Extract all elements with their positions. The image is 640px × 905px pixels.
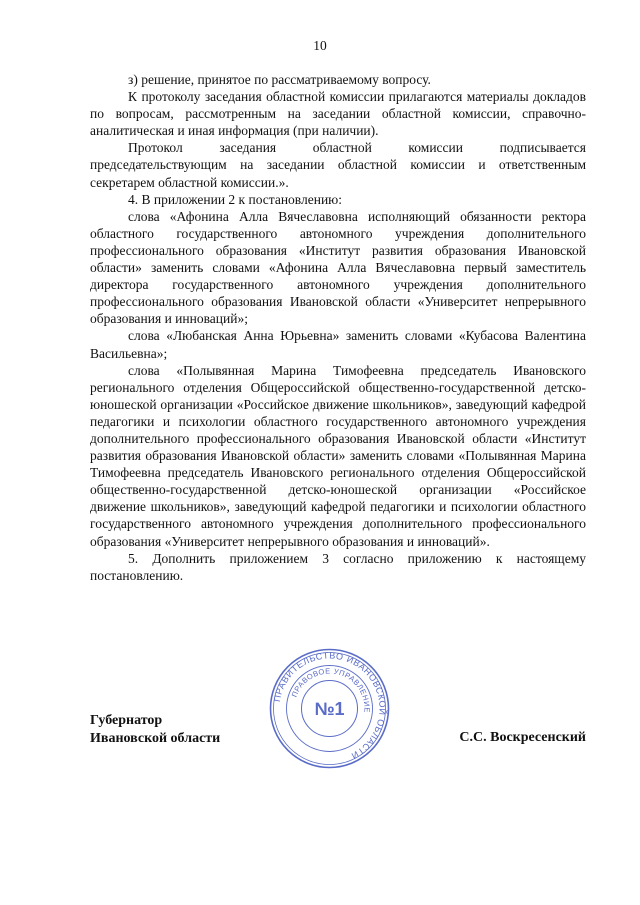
paragraph: слова «Любанская Анна Юрьевна» заменить словами «Кубасова Валентина Васильевна»; (90, 328, 586, 361)
stamp-center-text: №1 (314, 699, 345, 719)
signatory-title-line1: Губернатор (90, 713, 163, 728)
paragraph: Протокол заседания областной комиссии подписывается председательствующим на заседании областной комиссии и ответственным секретарем областной комиссии.». (90, 140, 586, 190)
document-body (90, 71, 586, 584)
signatory-title (90, 712, 220, 747)
paragraph: 4. В приложении 2 к постановлению: (128, 191, 343, 207)
stamp-seal-icon (268, 647, 391, 770)
stamp-inner-text: ПРАВОВОЕ УПРАВЛЕНИЕ (289, 666, 372, 714)
signatory-name: С.С. Воскресенский (459, 730, 586, 745)
paragraph: з) решение, принятое по рассматриваемому вопросу. (128, 72, 431, 87)
paragraph: слова «Полывянная Марина Тимофеевна председатель Ивановского регионального отделения Общероссийской общественно-государственной детско-юношеской организации «Российское движение школьников», заведующий кафедрой педагогики и психологии областного государственного автономного учреждения дополнительного профессионального образования Ивановской области «Институт развития образования Ивановской области» заменить словами «Полывянная Марина Тимофеевна председатель Ивановского регионального отделения Общероссийской общественно-государственной детско-юношеской организации «Российское движение школьников», заведующий кафедрой педагогики и психологии областного государственного автономного учреждения дополнительного профессионального образования «Университет непрерывного образования и инноваций». (90, 362, 586, 549)
paragraph: 5. Дополнить приложением 3 согласно приложению к настоящему постановлению. (90, 550, 586, 583)
page-number: 10 (313, 38, 327, 53)
official-stamp (268, 647, 391, 770)
paragraph: К протоколу заседания областной комиссии прилагаются материалы докладов по вопросам, рассмотренным на заседании областной комиссии, справочно-аналитическая и иная информация (при наличии). (90, 89, 586, 139)
signatory-title-line2: Ивановской области (90, 730, 221, 746)
paragraph: слова «Афонина Алла Вячеславовна исполняющий обязанности ректора областного государственного автономного учреждения дополнительного профессионального образования «Институт развития образования Ивановской области» заменить словами «Афонина Алла Вячеславовна первый заместитель директора государственного автономного учреждения дополнительного профессионального образования Ивановской области «Университет непрерывного образования и инноваций»; (90, 208, 586, 327)
stamp-outer-text: ПРАВИТЕЛЬСТВО ИВАНОВСКОЙ ОБЛАСТИ (271, 650, 388, 762)
